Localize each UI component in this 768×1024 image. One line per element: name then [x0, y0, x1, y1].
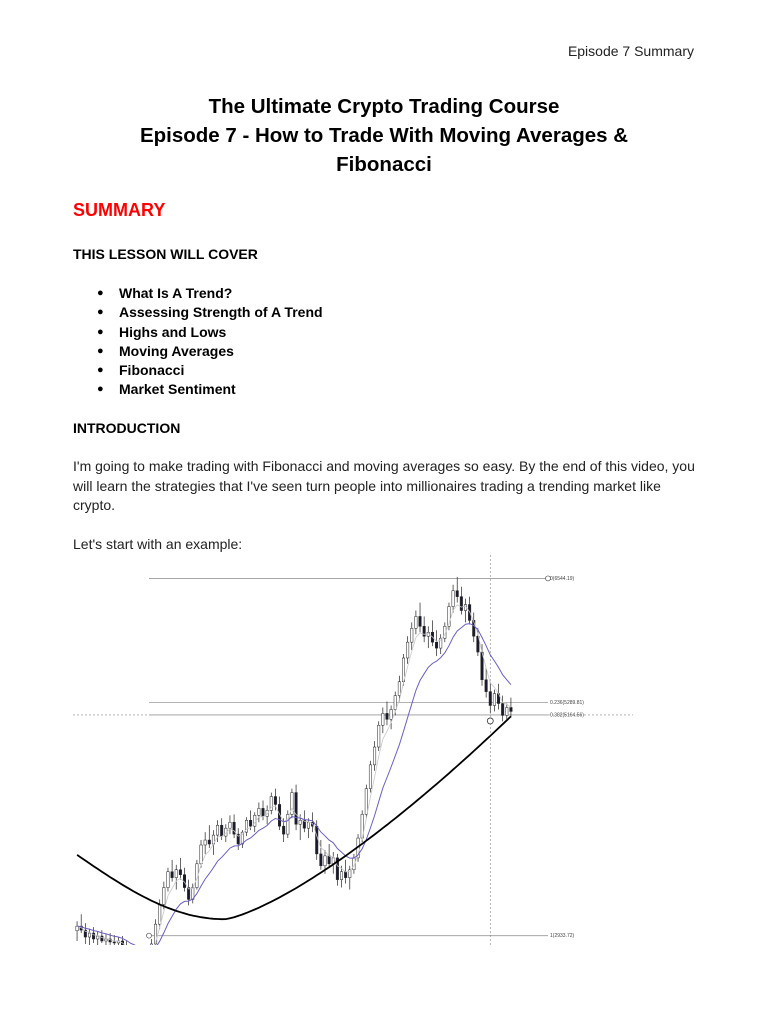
candle-body — [373, 747, 375, 765]
chart-markers — [147, 576, 551, 938]
candle-body — [150, 944, 152, 945]
list-item-label: Highs and Lows — [119, 323, 227, 340]
fib-level-label: 1(2933.72) — [550, 933, 575, 940]
candle-body — [369, 765, 371, 789]
candle-body — [262, 808, 264, 816]
candle-body — [96, 936, 98, 939]
slow-ma-line — [77, 716, 511, 919]
candle-body — [175, 870, 177, 878]
candle-body — [158, 904, 160, 924]
candle-body — [344, 872, 346, 878]
candle-body — [216, 825, 218, 835]
candle-body — [411, 628, 413, 642]
candle-body — [282, 826, 284, 834]
candle-body — [307, 822, 309, 828]
candle-body — [485, 680, 487, 692]
moving-averages — [77, 605, 511, 945]
title-line-2: Episode 7 - How to Trade With Moving Averages & — [139, 124, 629, 147]
list-item — [73, 380, 323, 399]
candle-body — [258, 808, 260, 815]
candle-body — [204, 840, 206, 845]
list-item — [73, 361, 323, 380]
bullet-icon: ● — [97, 344, 104, 357]
candle-body — [167, 872, 169, 888]
fib-anchor-marker — [147, 933, 152, 938]
list-item-label: Market Sentiment — [119, 381, 236, 398]
fib-level-label: 0.382(5164.56) — [550, 712, 584, 719]
lesson-heading: THIS LESSON WILL COVER — [73, 246, 258, 262]
candle-body — [320, 854, 322, 866]
candle-body — [419, 616, 421, 626]
candle-body — [163, 888, 165, 905]
candle-body — [113, 942, 115, 943]
list-item — [73, 323, 323, 342]
list-item-label: Fibonacci — [119, 362, 185, 379]
candle-body — [88, 933, 90, 937]
candle-body — [171, 872, 173, 878]
candle-body — [220, 825, 222, 836]
bullet-icon: ● — [97, 325, 104, 338]
candle-body — [406, 642, 408, 658]
candle-body — [510, 707, 512, 711]
lesson-bullet-list — [73, 284, 323, 400]
candle-body — [208, 840, 210, 844]
price-chart — [73, 555, 633, 945]
list-item-label: Assessing Strength of A Trend — [119, 304, 323, 321]
fib-anchor-marker — [546, 576, 551, 581]
list-item-label: What Is A Trend? — [119, 285, 233, 301]
candle-body — [328, 856, 330, 864]
bullet-icon: ● — [97, 306, 104, 319]
candle-body — [493, 694, 495, 706]
candle-body — [315, 826, 317, 854]
candle-body — [382, 713, 384, 725]
introduction-heading: INTRODUCTION — [73, 420, 181, 436]
candle-body — [452, 591, 454, 607]
candle-body — [249, 820, 251, 826]
title-line-1: The Ultimate Crypto Trading Course — [208, 95, 560, 118]
candle-body — [423, 626, 425, 636]
candle-body — [200, 845, 202, 864]
candle-body — [489, 692, 491, 706]
candle-body — [394, 696, 396, 710]
price-chart-svg — [73, 555, 633, 945]
list-item — [73, 342, 323, 361]
candle-body — [274, 797, 276, 805]
candle-body — [501, 704, 503, 716]
fib-level-label: 0(6544.19) — [550, 575, 575, 582]
candle-body — [179, 870, 181, 875]
candle-body — [435, 642, 437, 648]
introduction-paragraph: I'm going to make trading with Fibonacci and moving averages so easy. By the end of this video, you will learn the strategies that I've seen turn people into millionaires trading a trending market like crypto. — [73, 458, 695, 513]
candle-body — [377, 725, 379, 747]
candle-body — [254, 815, 256, 826]
candle-body — [390, 709, 392, 719]
candle-body — [340, 872, 342, 880]
candle-body — [365, 789, 367, 815]
candle-body — [415, 616, 417, 628]
candle-body — [105, 939, 107, 941]
candle-body — [229, 822, 231, 828]
bullet-icon: ● — [97, 287, 104, 299]
candle-body — [506, 707, 508, 715]
summary-heading: SUMMARY — [73, 200, 166, 220]
page-header-label: Episode 7 Summary — [567, 43, 694, 59]
list-item — [73, 284, 323, 303]
bullet-icon: ● — [97, 364, 104, 377]
list-item — [73, 303, 323, 322]
bullet-icon: ● — [97, 383, 104, 396]
list-item-label: Moving Averages — [119, 342, 234, 359]
touch-point-marker — [487, 718, 493, 724]
title-line-3: Fibonacci — [336, 153, 432, 176]
example-intro-text: Let's start with an example: — [73, 536, 243, 552]
candle-body — [299, 820, 301, 824]
fibonacci-levels — [73, 555, 633, 945]
candle-body — [324, 856, 326, 866]
candle-body — [460, 597, 462, 611]
candle-body — [456, 591, 458, 597]
candle-body — [295, 793, 297, 825]
candle-body — [386, 713, 388, 719]
document-title — [0, 92, 768, 179]
fib-level-label: 0.236(5289.81) — [550, 700, 584, 707]
candle-body — [398, 682, 400, 696]
